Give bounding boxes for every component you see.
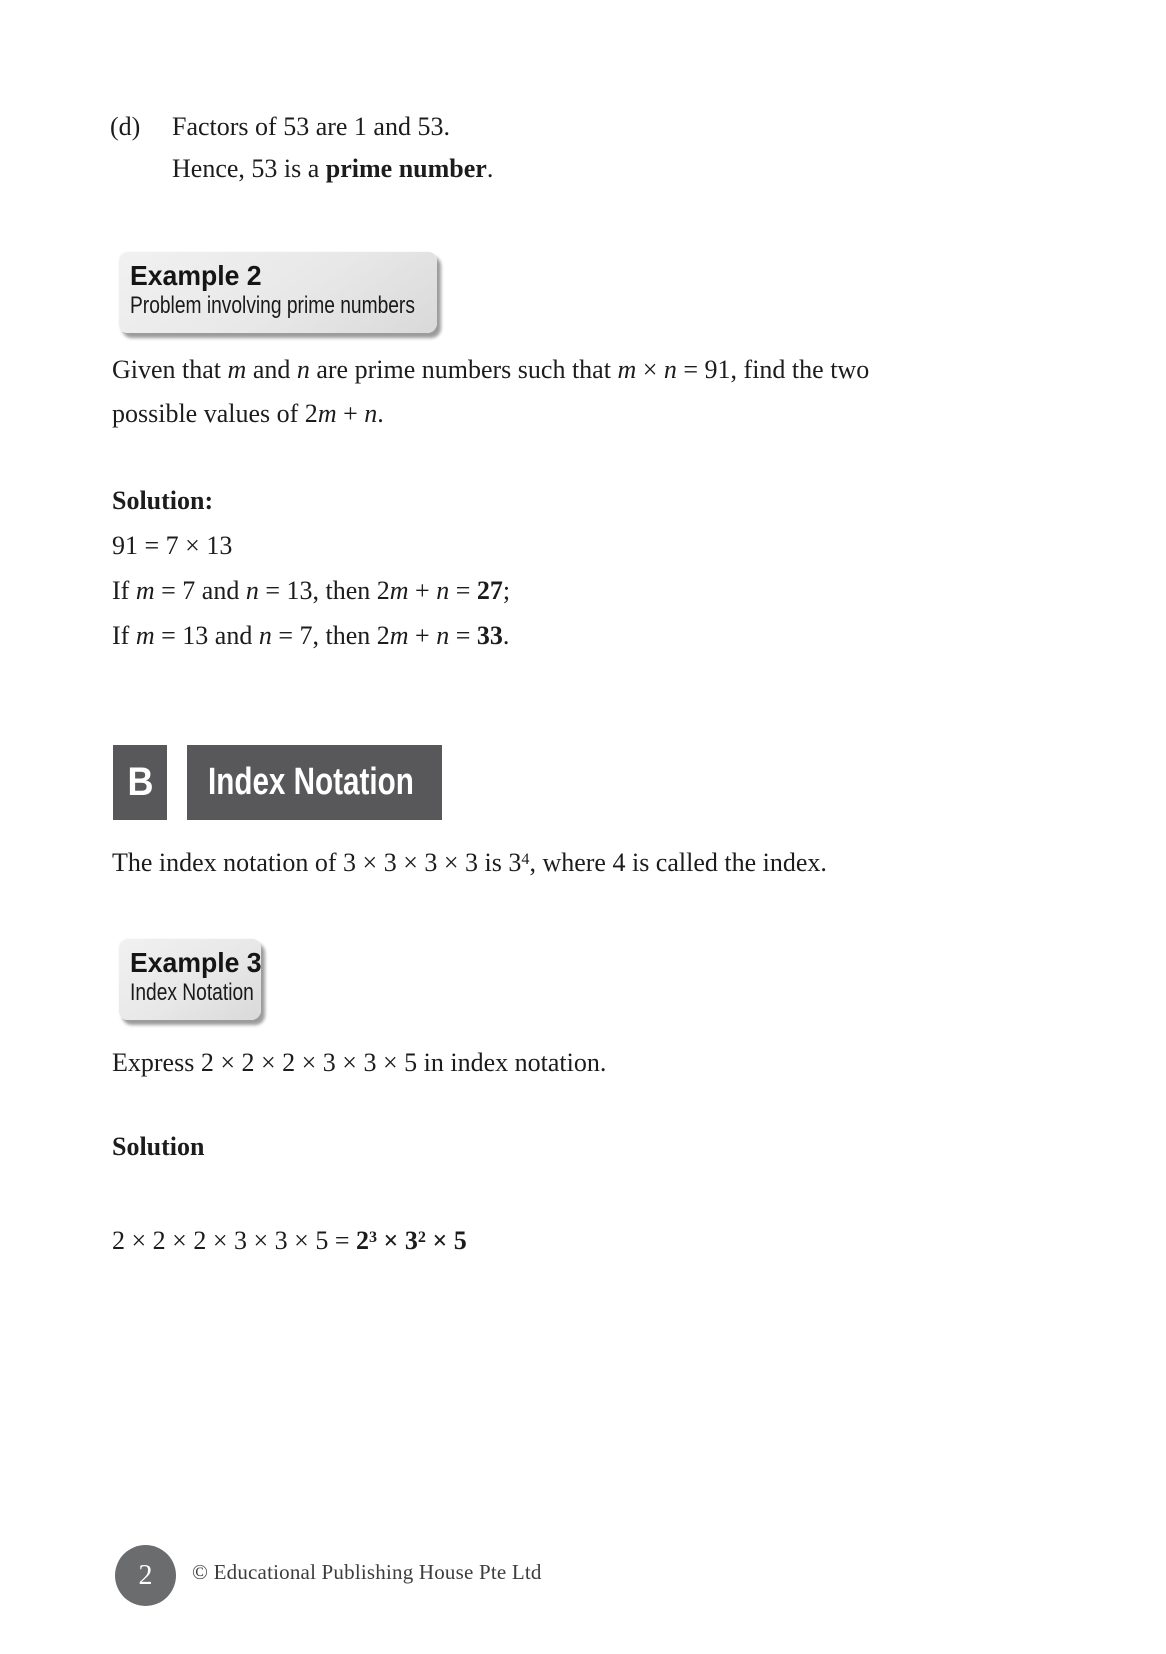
example3-subtitle: Index Notation <box>130 979 254 1006</box>
example2-subtitle: Problem involving prime numbers <box>130 292 415 319</box>
example2-problem-line2: possible values of 2m + n. <box>112 399 384 428</box>
example2-problem <box>112 348 869 436</box>
section-b-letter: B <box>126 760 153 804</box>
example2-solution-line2: If m = 7 and n = 13, then 2m + n = 27; <box>112 576 511 605</box>
item-d-text <box>172 106 493 190</box>
item-d-label: (d) <box>110 112 141 141</box>
copyright-text: © Educational Publishing House Pte Ltd <box>192 1560 542 1584</box>
example3-box <box>118 938 261 1020</box>
example2-problem-line1: Given that m and n are prime numbers such that m × n = 91, find the two <box>112 355 870 384</box>
item-d-line2: Hence, 53 is a prime number. <box>172 154 494 183</box>
example3-title: Example 3 <box>130 947 262 978</box>
example2-solution-heading: Solution: <box>112 486 214 515</box>
example3-equation: $2 \times 2 \times 2 \times 3 \times 3 \times 5 = 2^3 \times 3^2 \times 5$ <box>112 1226 467 1255</box>
example2-solution-line1: 91 = 7 × 13 <box>112 531 233 560</box>
page-number: 2 <box>138 1559 153 1591</box>
section-b-intro: The index notation of 3 × 3 × 3 × 3 is $3^4$, where 4 is called the index. <box>112 848 827 877</box>
section-b-title-box <box>187 745 442 820</box>
example2-solution-line3: If m = 13 and n = 7, then 2m + n = 33. <box>112 621 510 650</box>
example3-solution-heading: Solution <box>112 1132 205 1161</box>
item-d-line1: Factors of 53 are 1 and 53. <box>172 112 450 141</box>
example2-title: Example 2 <box>130 260 262 291</box>
section-b-letter-box <box>113 745 167 820</box>
example2-solution <box>112 478 510 658</box>
example3-problem: Express 2 × 2 × 2 × 3 × 3 × 5 in index notation. <box>112 1048 607 1077</box>
page-number-badge <box>115 1545 176 1606</box>
example2-box <box>118 251 437 333</box>
section-b-title: Index Notation <box>208 761 414 803</box>
